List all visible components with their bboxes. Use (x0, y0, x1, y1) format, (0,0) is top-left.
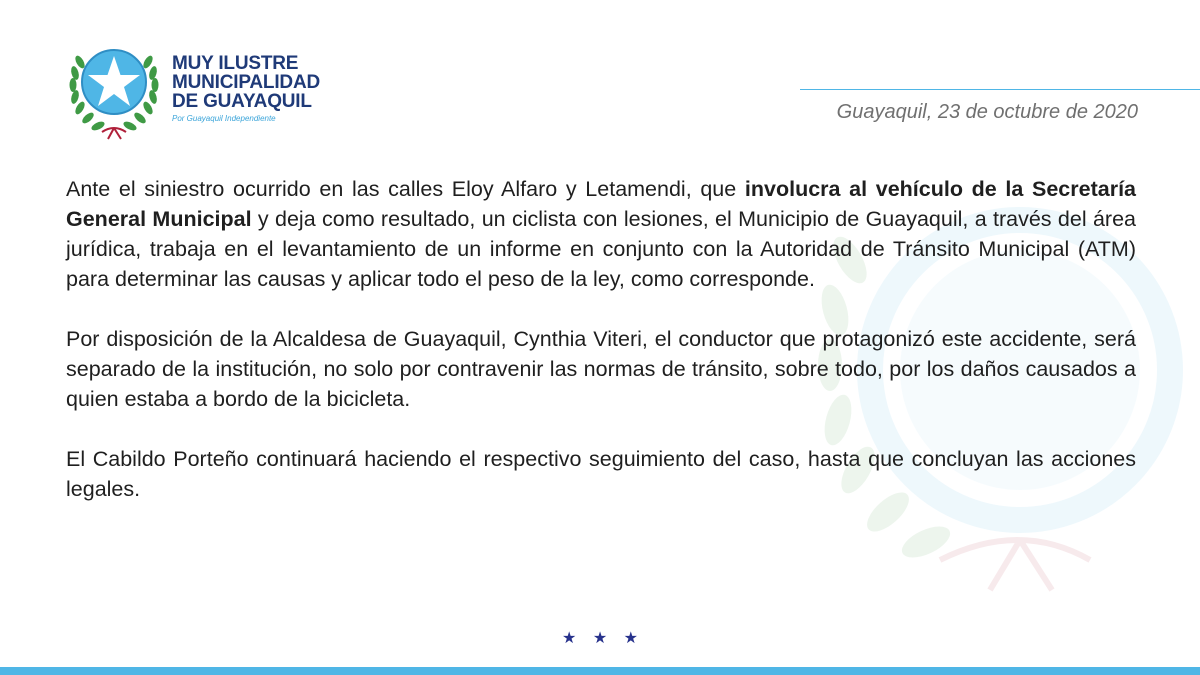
paragraph-1-intro: Ante el siniestro ocurrido en las calles Eloy Alfaro y Letamendi, que (66, 177, 745, 201)
star-icon: ★ (623, 630, 638, 647)
logo-line-3: DE GUAYAQUIL (172, 91, 312, 112)
paragraph-2: Por disposición de la Alcaldesa de Guayaquil, Cynthia Viteri, el conductor que protagonizó este accidente, será separado de la institución, no solo por contravenir las normas de tránsito, sobre todo, por los daños causados a quien estaba a bordo de la bicicleta. (66, 327, 1136, 411)
logo-tagline: Por Guayaquil Independiente (172, 114, 276, 123)
statement-body (66, 174, 1136, 504)
star-icon: ★ (562, 630, 577, 647)
star-icon: ★ (592, 630, 608, 647)
paragraph-1 (66, 174, 1136, 294)
footer-stars (0, 629, 1200, 649)
footer-accent-bar (0, 667, 1200, 675)
logo-line-1: MUY ILUSTRE (172, 53, 299, 74)
municipality-logo (66, 40, 366, 140)
paragraph-1-emphasis: involucra al vehículo de la Secretaría General Municipal (66, 177, 1136, 231)
paragraph-1-rest: y deja como resultado, un ciclista con lesiones, el Municipio de Guayaquil, a través del área jurídica, trabaja en el levantamiento de un informe en conjunto con la Autoridad de Tránsito Municipal (ATM) para determinar las causas y aplicar todo el peso de la ley, como corresponde. (66, 207, 1136, 291)
star-laurel-emblem-icon (66, 40, 162, 140)
header-divider (800, 89, 1200, 90)
paragraph-3: El Cabildo Porteño continuará haciendo el respectivo seguimiento del caso, hasta que concluyan las acciones legales. (66, 447, 1136, 501)
document-date: Guayaquil, 23 de octubre de 2020 (836, 101, 1138, 123)
logo-line-2: MUNICIPALIDAD (172, 72, 320, 93)
